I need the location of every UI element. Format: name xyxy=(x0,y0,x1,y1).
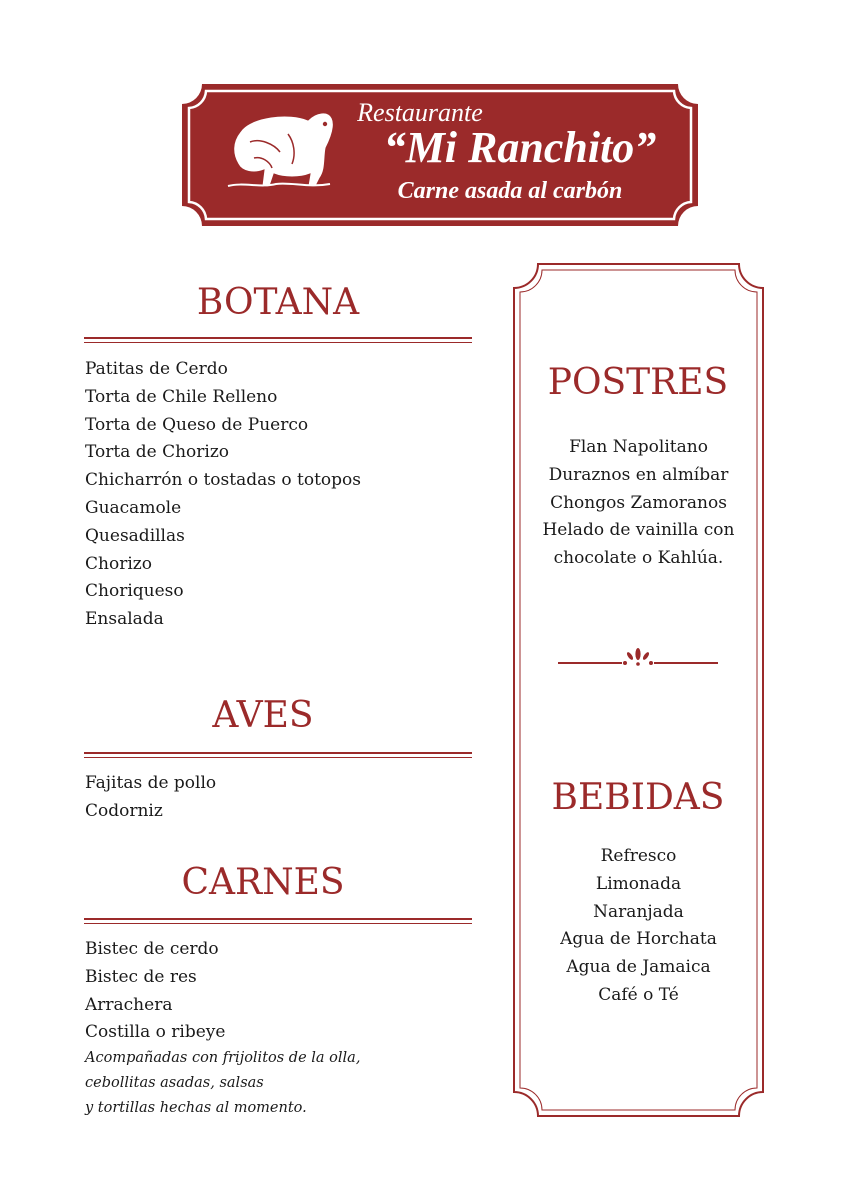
botana-divider xyxy=(84,337,472,339)
note-line: cebollitas asadas, salsas xyxy=(85,1075,264,1091)
list-item: Agua de Jamaica xyxy=(566,957,711,978)
bebidas-list xyxy=(512,843,765,1010)
postres-title: POSTRES xyxy=(547,362,729,403)
logo-subtitle: Restaurante xyxy=(357,98,483,127)
list-item: Chongos Zamoranos xyxy=(550,492,727,513)
list-item: Fajitas de pollo xyxy=(85,773,217,793)
list-item: Refresco xyxy=(600,846,677,866)
list-item: Limonada xyxy=(595,873,682,894)
list-item: Torta de Chorizo xyxy=(85,442,230,463)
aves-divider xyxy=(84,752,472,754)
carnes-title: CARNES xyxy=(181,862,345,903)
postres-list xyxy=(512,434,765,573)
list-item: chocolate o Kahlúa. xyxy=(553,548,724,569)
list-item: Bistec de res xyxy=(85,966,197,987)
list-item: Agua de Horchata xyxy=(560,929,717,950)
logo-restaurant-name: “Mi Ranchito” xyxy=(383,123,657,172)
list-item: Naranjada xyxy=(593,901,684,922)
note-line: y tortillas hechas al momento. xyxy=(85,1100,307,1116)
list-item: Bistec de cerdo xyxy=(85,939,219,959)
list-item: Torta de Queso de Puerco xyxy=(85,414,309,435)
list-item: Guacamole xyxy=(85,497,182,518)
list-item: Codorniz xyxy=(85,800,163,821)
list-item: Quesadillas xyxy=(85,525,185,546)
list-item: Torta de Chile Relleno xyxy=(85,386,278,407)
list-item: Flan Napolitano xyxy=(569,437,708,457)
list-item: Chorizo xyxy=(85,553,152,574)
aves-title: AVES xyxy=(212,695,314,736)
list-item: Arrachera xyxy=(85,994,173,1015)
botana-title: BOTANA xyxy=(196,282,360,323)
logo-tagline: Carne asada al carbón xyxy=(397,178,623,204)
list-item: Café o Té xyxy=(598,984,679,1005)
note-line: Acompañadas con frijolitos de la olla, xyxy=(85,1050,361,1066)
botana-list xyxy=(85,356,361,634)
list-item: Chicharrón o tostadas o totopos xyxy=(85,470,361,491)
carnes-side-note xyxy=(85,1046,360,1121)
list-item: Helado de vainilla con xyxy=(542,520,735,541)
list-item: Patitas de Cerdo xyxy=(85,359,228,379)
aves-list xyxy=(85,770,216,826)
list-item: Ensalada xyxy=(85,609,164,630)
bebidas-title: BEBIDAS xyxy=(551,777,725,818)
flourish-divider-icon xyxy=(556,642,720,672)
carnes-list xyxy=(85,936,225,1047)
list-item: Costilla o ribeye xyxy=(85,1022,226,1043)
list-item: Duraznos en almíbar xyxy=(548,464,729,485)
carnes-divider xyxy=(84,918,472,920)
list-item: Choriqueso xyxy=(85,581,184,602)
